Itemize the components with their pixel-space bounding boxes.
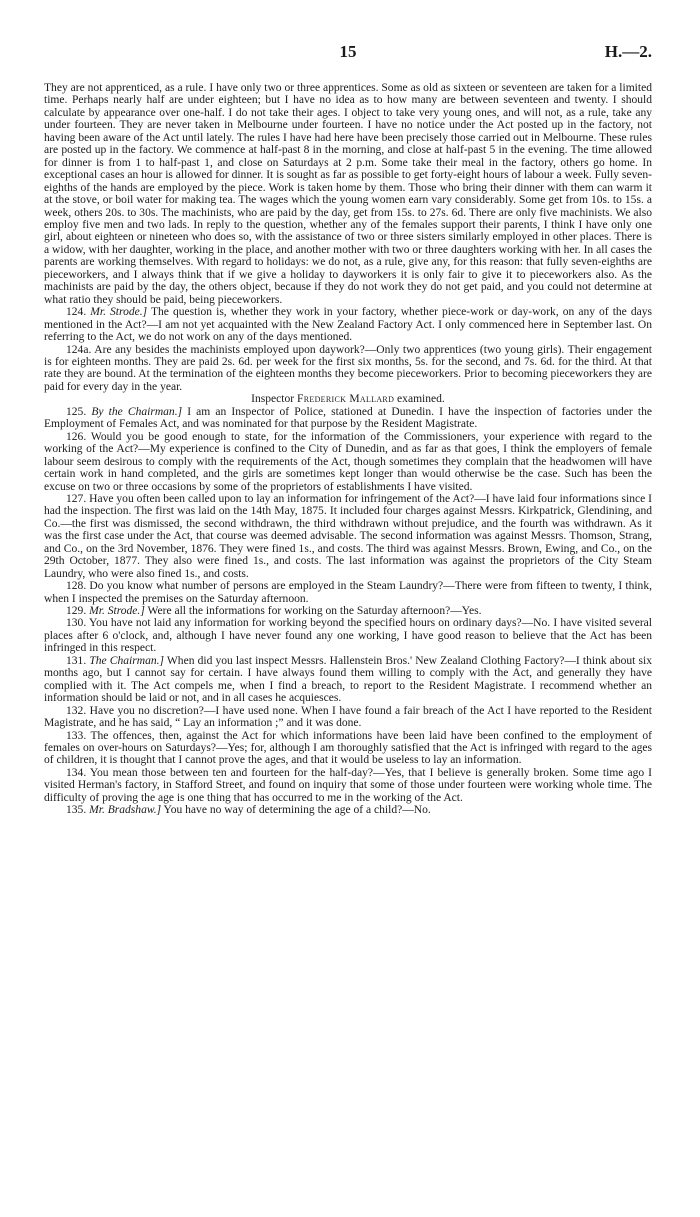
speaker-label: Mr. Bradshaw.]: [89, 804, 162, 817]
question-number: 134.: [66, 766, 87, 779]
paragraph-text: You have no way of determining the age of a child?—No.: [161, 804, 431, 817]
question-number: 130.: [66, 617, 87, 630]
paragraph-text: Have you often been called upon to lay an information for infringement of the Act?—I have laid four informations since I had the inspection. The first was laid on the 14th May, 1875. It included four charges against Messrs. Kirkpatrick, Glendining, and Co.—the first was dismissed, the second withdrawn, the third withdrawn without prejudice, and the fourth was withdrawn. As it was the first case under the Act, that course was deemed advisable. The second information was against Messrs. Thomson, Strang, and Co., on the 3rd November, 1876. They were fined 1s., and costs. The third was against Messrs. Brown, Ewing, and Co., on the 29th October, 1877. They also were fined 1s., and costs. The last information was against the proprietors of the City Steam Laundry, who were also fined 1s., and costs.: [44, 492, 652, 580]
paragraph-text: They are not apprenticed, as a rule. I have only two or three apprentices. Some as old as sixteen or seventeen are taken for a limited time. Perhaps nearly half are under eighteen; but I have no idea as to how many are between seventeen and twenty. I should calculate by appearance over one-half. I do not take their ages. I object to take very young ones, and will not, as a rule, take any under fourteen. They are never taken in Melbourne under fourteen. I have no notice under the Act posted up in the factory, not having been aware of the Act until lately. The rules I have had here have been precisely those carried out in Melbourne. These rules are posted up in the factory. We commence at half-past 8 in the morning, and close at half-past 5 in the evening. The time allowed for dinner is from 1 to half-past 1, and close on Saturdays at 2 p.m. Some take their meal in the factory, others go home. In exceptional cases an hour is allowed for dinner. It is sought as far as possible to get forty-eight hours of labour a week. Fully seven-eighths of the hands are employed by the piece. Work is taken home by them. Those who bring their dinner with them can warm it at the stove, or boil water for making tea. The wages which the young women earn vary considerably. Some get from 10s. to 15s. a week, others 20s. to 30s. The machinists, who are paid by the day, get from 15s. to 27s. 6d. There are only five machinists. We also employ five men and two lads. In reply to the question, whether any of the females support their parents, I think I have only one girl, about eighteen or nineteen who does so, with the assistance of two or three sisters similarly employed in other places. There is a widow, with her daughter, working in the place, and another mother with two or three daughters working with her. In all cases the parents are working themselves. With regard to holidays: we do not, as a rule, give any, for this reason: that fully seven-eighths are pieceworkers, and I always think that if we give a holiday to dayworkers it is only fair to give it to pieceworkers also. As the machinists are paid by the day, the others object, because if they do not work they do not get paid, and you could not determine at what ratio they should be paid, being pieceworkers.: [44, 82, 652, 306]
document-reference: H.—2.: [604, 42, 652, 61]
page-number: 15: [339, 42, 357, 61]
question-paragraph: [44, 705, 652, 730]
paragraph-text: You mean those between ten and fourteen for the half-day?—Yes, that I believe is generally broken. Some time ago I visited Herman's factory, in Stafford Street, and found on inquiry that some of those under fourteen were working whole time. The difficulty of proving the age is one thing that has occurred to me in the working of the Act.: [44, 766, 652, 804]
question-number: 129.: [66, 605, 87, 618]
question-paragraph: [44, 730, 652, 767]
question-paragraph: [44, 344, 652, 394]
section-heading: [44, 393, 652, 405]
document-body: [44, 82, 652, 817]
question-paragraph: [44, 617, 652, 654]
question-paragraph: [44, 655, 652, 705]
page-header: [44, 38, 652, 68]
question-paragraph: [44, 767, 652, 804]
question-paragraph: [44, 804, 652, 816]
speaker-label: Mr. Strode.]: [90, 306, 148, 319]
speaker-label: By the Chairman.]: [91, 405, 183, 418]
paragraph-text: Have you no discretion?—I have used none. When I have found a fair breach of the Act I have reported to the Resident Magistrate, and he has said, “ Lay an information ;” and it was done.: [44, 704, 652, 730]
paragraph-text: Were all the informations for working on the Saturday afternoon?—Yes.: [144, 605, 482, 618]
heading-suffix: examined.: [394, 393, 445, 406]
question-number: 133.: [66, 729, 87, 742]
paragraph-text: Are any besides the machinists employed upon daywork?—Only two apprentices (two young girls). Their engagement is for eighteen months. They are paid 2s. 6d. per week for the first six months, 5s. for the second, and 7s. 6d. for the third. At that rate they are bound. At the termination of the eighteen months they become pieceworkers. Prior to becoming pieceworkers they are paid for every day in the year.: [44, 343, 653, 393]
speaker-label: Mr. Strode.]: [89, 605, 145, 618]
question-paragraph: [44, 605, 652, 617]
speaker-label: The Chairman.]: [89, 654, 164, 667]
body-paragraph: [44, 82, 652, 306]
question-paragraph: [44, 406, 652, 431]
question-number: 124.: [66, 306, 87, 319]
question-number: 125.: [66, 405, 87, 418]
paragraph-text: The offences, then, against the Act for which informations have been laid have been confined to the employment of females on over-hours on Saturdays?—Yes; for, although I am thoroughly satisfied that the Act is infringed with regard to the ages of children, it is thought that I cannot prove the ages, and that it would be useless to lay an information.: [44, 729, 652, 767]
question-number: 132.: [66, 704, 87, 717]
question-number: 131.: [66, 654, 87, 667]
witness-name: Frederick Mallard: [297, 393, 395, 406]
document-page: [44, 38, 652, 817]
paragraph-text: The question is, whether they work in your factory, whether piece-work or day-work, on any of the days mentioned in the Act?—I am not yet acquainted with the New Zealand Factory Act. I only commenced here in September last. On referring to the Act, we do not work on any of the days mentioned.: [44, 306, 652, 344]
question-paragraph: [44, 306, 652, 343]
paragraph-text: You have not laid any information for working beyond the specified hours on ordinary days?—No. I have visited several places after 6 o'clock, and, although I have never found any one working, I have good reason to believe that the Act has been infringed in this respect.: [44, 617, 652, 655]
question-paragraph: [44, 580, 652, 605]
paragraph-text: When did you last inspect Messrs. Hallenstein Bros.' New Zealand Clothing Factory?—I think about six months ago, but I cannot say for certain. I have always found them willing to comply with the Act, and generally they have complied with it. The Act compels me, when I find a breach, to report to the Resident Magistrate. I recommend whether an information should be laid or not, and in all cases he acquiesces.: [44, 654, 652, 705]
question-number: 135.: [66, 804, 87, 817]
heading-prefix: Inspector: [251, 393, 298, 406]
question-paragraph: [44, 431, 652, 493]
paragraph-text: Do you know what number of persons are employed in the Steam Laundry?—There were from fifteen to twenty, I think, when I inspected the premises on the Saturday afternoon.: [44, 580, 652, 605]
paragraph-text: Would you be good enough to state, for the information of the Commissioners, your experience with regard to the working of the Act?—My experience is confined to the City of Dunedin, and as far as that goes, I think the employers of female labour seem desirous to comply with the requirements of the Act, though sometimes they complain that the headwomen will have certain work in hand completed, and the girls are sometimes kept longer than would otherwise be the case. Such has been the excuse on two or three occasions by some of the proprietors of establishments I have visited.: [44, 430, 652, 493]
question-number: 127.: [66, 492, 87, 505]
question-number: 128.: [66, 580, 87, 593]
question-number: 126.: [66, 430, 87, 443]
question-paragraph: [44, 493, 652, 580]
question-number: 124a.: [66, 343, 92, 356]
paragraph-text: I am an Inspector of Police, stationed at Dunedin. I have the inspection of factories under the Employment of Females Act, and was nominated for that purpose by the Resident Magistrate.: [44, 405, 652, 431]
